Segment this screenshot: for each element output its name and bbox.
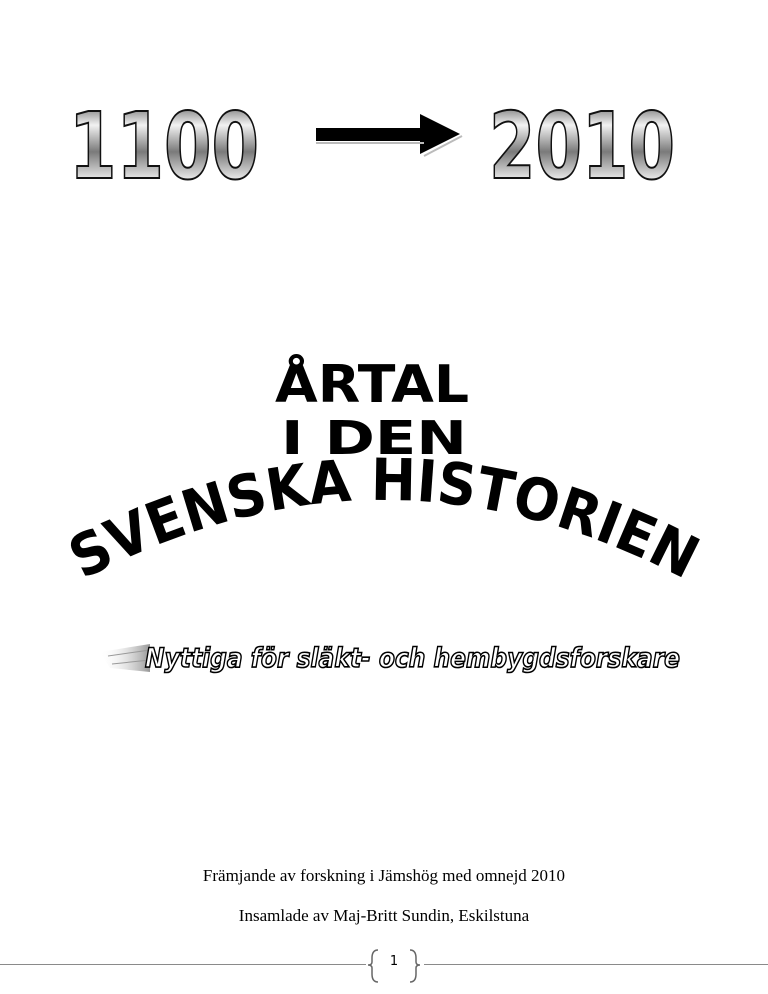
title-line-2: I DEN <box>281 411 467 465</box>
footer-rule-left <box>0 964 366 965</box>
right-arrow-icon <box>316 114 462 156</box>
subtitle-banner <box>0 630 768 690</box>
subtitle-text: Nyttiga för släkt- och hembygdsforskare <box>145 643 680 674</box>
page-number: 1 <box>389 954 399 969</box>
footer-rule-right <box>424 964 768 965</box>
subtitle-swoosh <box>100 644 150 672</box>
year-end: 2010 <box>489 93 675 200</box>
compiled-by-line: Insamlade av Maj-Britt Sundin, Eskilstuna <box>238 906 530 925</box>
year-header <box>0 0 768 200</box>
title-line-1: ÅRTAL <box>275 355 458 415</box>
organization-line: Främjande av forskning i Jämshög med omnejd 2010 <box>202 866 566 885</box>
title-line-3 <box>58 445 713 594</box>
title-line-3-path: SVENSKA HISTORIEN <box>58 445 713 594</box>
year-start: 1100 <box>69 93 259 200</box>
main-title <box>0 340 768 640</box>
